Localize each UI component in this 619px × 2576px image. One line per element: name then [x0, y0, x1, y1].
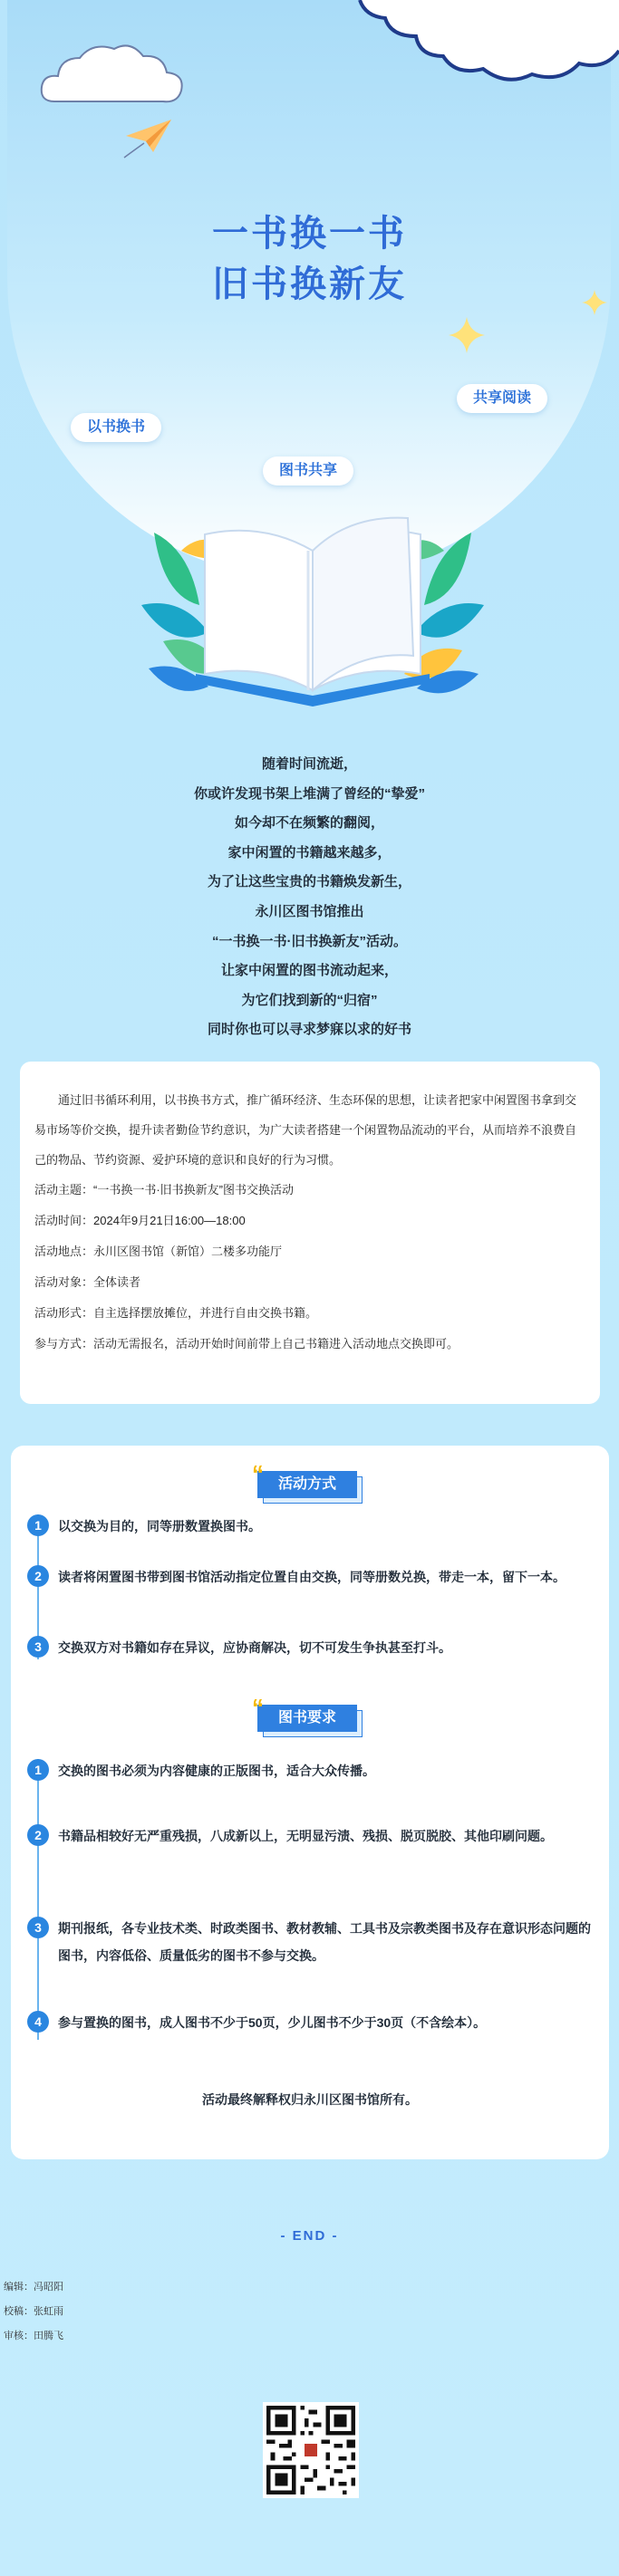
poem-line: 同时你也可以寻求梦寐以求的好书 — [207, 1022, 411, 1038]
step-number: 3 — [27, 1917, 49, 1938]
cloud-icon — [36, 36, 190, 118]
poem-line: “一书换一书·旧书换新友”活动。 — [212, 933, 407, 949]
step-number: 2 — [27, 1824, 49, 1846]
poem-line: 让家中闲置的图书流动起来， — [220, 963, 398, 979]
activity-time: 活动时间：2024年9月21日16:00—18:00 — [34, 1214, 246, 1227]
interpretation-note: 活动最终解释权归永川区图书馆所有。 — [202, 2092, 418, 2107]
credits — [4, 2275, 63, 2349]
hero-banner — [0, 0, 619, 716]
poem-line: 为了让这些宝贵的书籍焕发新生， — [207, 874, 411, 890]
activity-format: 活动形式：自主选择摆放摊位，并进行自由交换书籍。 — [34, 1306, 318, 1320]
tag-share-reading: 共享阅读 — [457, 384, 547, 413]
requirement-item: 书籍品相较好无严重残损，八成新以上，无明显污渍、残损、脱页脱胶、其他印刷问题。 — [58, 1829, 553, 1843]
quote-mark-icon: “ — [252, 1694, 264, 1721]
step-number: 2 — [27, 1565, 49, 1587]
activity-info-card — [20, 1062, 600, 1404]
credit-reviewer: 审核：田腾飞 — [4, 2331, 63, 2341]
poem-line: 如今却不在频繁的翻阅， — [234, 815, 384, 831]
quote-mark-icon: “ — [252, 1460, 264, 1487]
poem-line: 你或许发现书架上堆满了曾经的“挚爱” — [193, 785, 425, 802]
poem-line: 永川区图书馆推出 — [255, 903, 364, 919]
cloud-icon — [347, 0, 619, 87]
activity-theme: 活动主题：“一书换一书·旧书换新友”图书交换活动 — [34, 1183, 294, 1197]
section-title: 图书要求 — [257, 1705, 357, 1732]
step-number: 3 — [27, 1636, 49, 1658]
method-item: 读者将闲置图书带到图书馆活动指定位置自由交换，同等册数兑换，带走一本，留下一本。 — [58, 1570, 566, 1584]
qr-code-icon — [266, 2406, 355, 2494]
end-mark: - END - — [280, 2228, 339, 2244]
method-item: 以交换为目的，同等册数置换图书。 — [58, 1519, 261, 1533]
hero-title-line2: 旧书换新友 — [212, 264, 407, 304]
section-badge-method — [247, 1462, 364, 1498]
sparkle-icon — [449, 317, 485, 353]
credit-editor: 编辑：冯昭阳 — [4, 2282, 63, 2292]
poem-line: 家中闲置的书籍越来越多， — [227, 844, 392, 860]
tag-book-share: 图书共享 — [263, 457, 353, 485]
section-badge-requirements — [247, 1696, 364, 1732]
requirement-item: 期刊报纸，各专业技术类、时政类图书、教材教辅、工具书及宗教类图书及存在意识形态问题的图书，内容低俗、质量低劣的图书不参与交换。 — [58, 1921, 591, 1963]
rules-card — [11, 1446, 609, 2159]
paper-plane-icon — [122, 116, 175, 159]
credit-proofreader: 校稿：张虹雨 — [4, 2306, 63, 2317]
activity-intro: 通过旧书循环利用，以书换书方式，推广循环经济、生态环保的思想，让读者把家中闲置图书拿到交易市场等价交换，提升读者勤俭节约意识，为广大读者搭建一个闲置物品流动的平台，从而培养不浪费自己的物品、节约资源、爱护环境的意识和良好的行为习惯。 — [34, 1093, 577, 1167]
activity-location: 活动地点：永川区图书馆（新馆）二楼多功能厅 — [34, 1245, 283, 1258]
poem-line: 随着时间流逝， — [261, 756, 357, 772]
section-title: 活动方式 — [257, 1471, 357, 1498]
requirement-item: 交换的图书必须为内容健康的正版图书，适合大众传播。 — [58, 1764, 375, 1778]
open-book-illustration — [136, 496, 489, 714]
step-number: 4 — [27, 2011, 49, 2033]
participation-method: 参与方式：活动无需报名，活动开始时间前带上自己书籍进入活动地点交换即可。 — [34, 1337, 459, 1350]
timeline-line — [37, 1759, 39, 2040]
requirement-item: 参与置换的图书，成人图书不少于50页，少儿图书不少于30页（不含绘本）。 — [58, 2015, 487, 2030]
activity-audience: 活动对象：全体读者 — [34, 1275, 141, 1289]
method-item: 交换双方对书籍如存在异议，应协商解决，切不可发生争执甚至打斗。 — [58, 1640, 451, 1655]
tag-book-swap: 以书换书 — [71, 413, 161, 442]
poem-line: 为它们找到新的“归宿” — [241, 992, 378, 1008]
step-number: 1 — [27, 1759, 49, 1781]
qr-code[interactable] — [263, 2402, 359, 2498]
intro-poem — [0, 750, 619, 1045]
step-number: 1 — [27, 1514, 49, 1536]
hero-title-line1: 一书换一书 — [212, 214, 407, 254]
